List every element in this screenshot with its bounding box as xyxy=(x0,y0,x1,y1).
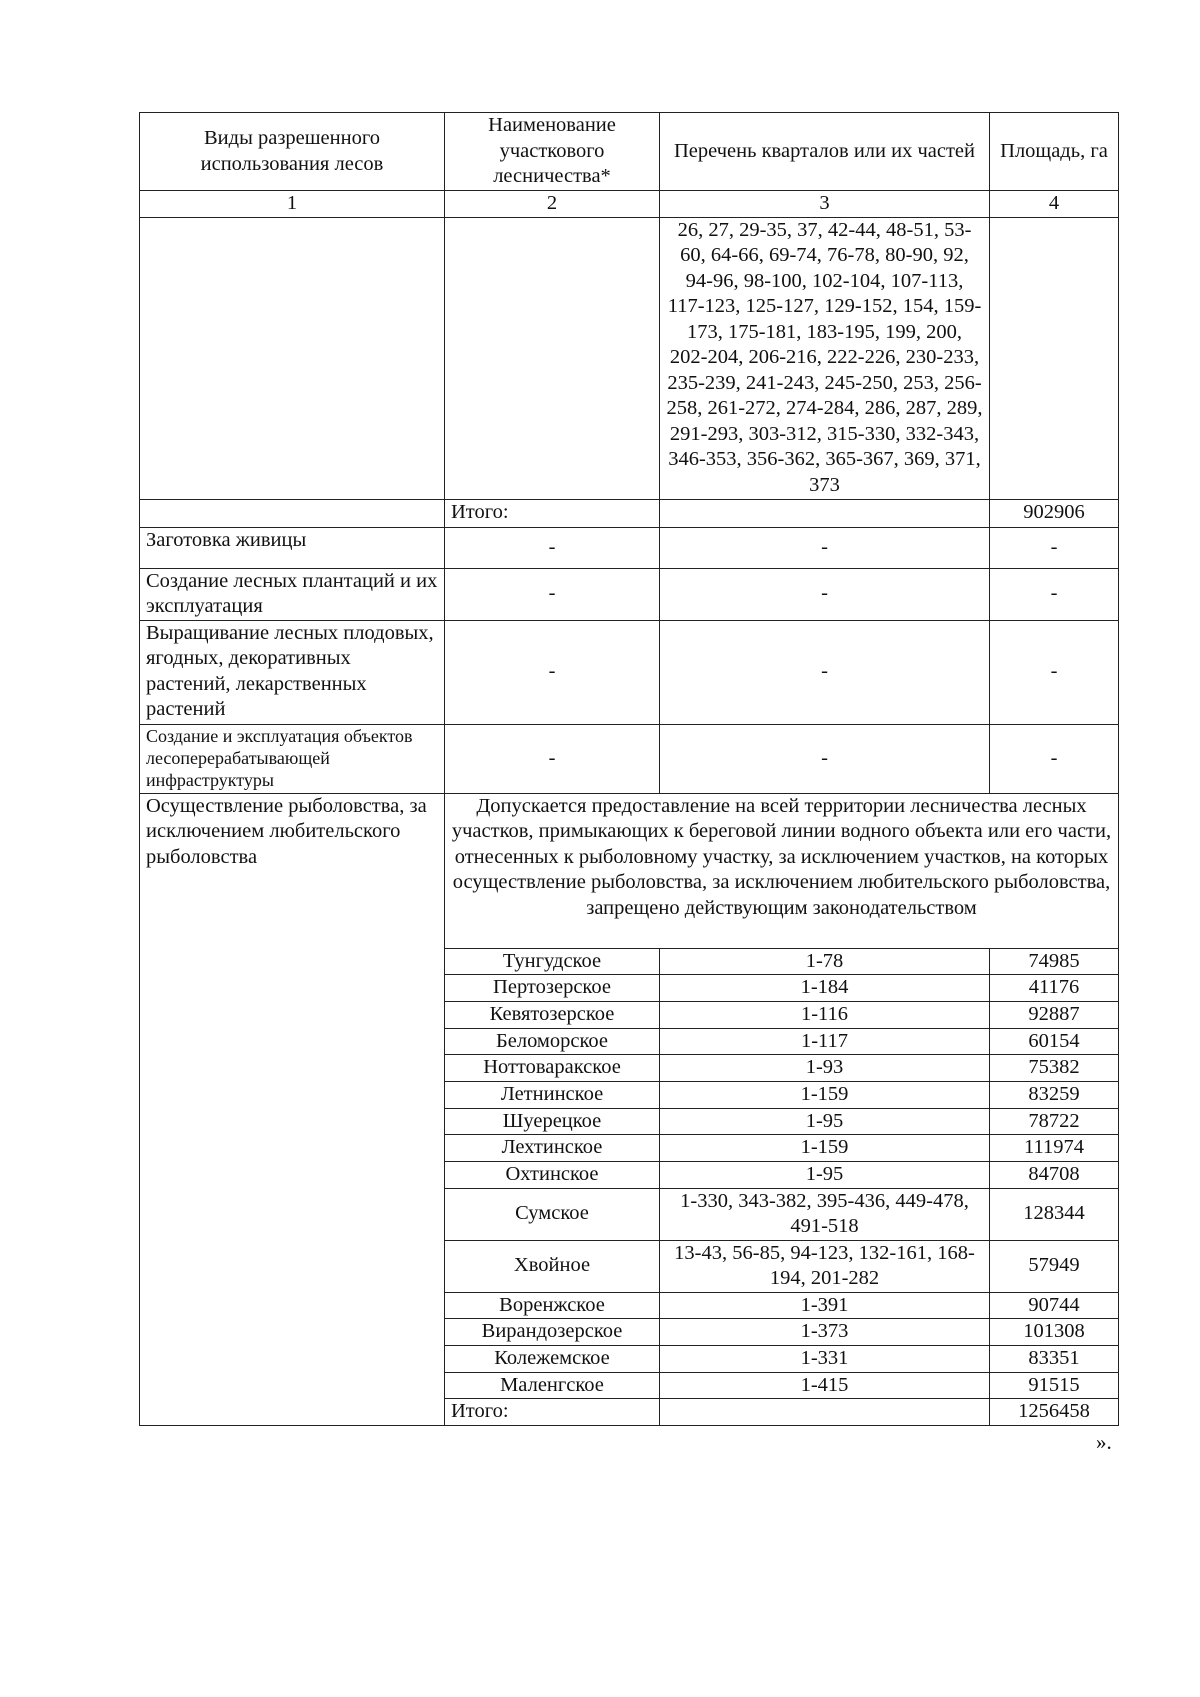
use-type-name: Создание лесных плантаций и их эксплуатация xyxy=(140,568,445,620)
column-number-row xyxy=(140,191,1119,218)
use-type-name: Осуществление рыболовства, за исключением любительского рыболовства xyxy=(140,793,445,1425)
empty-cell xyxy=(445,217,660,499)
forestry-name: Тунгудское xyxy=(445,948,660,975)
forestry-name: Летнинское xyxy=(445,1081,660,1108)
quarters-cell: 1-116 xyxy=(660,1001,990,1028)
area-cell: 57949 xyxy=(990,1240,1119,1292)
col-number: 3 xyxy=(660,191,990,218)
area-cell: 41176 xyxy=(990,975,1119,1002)
area-cell: 92887 xyxy=(990,1001,1119,1028)
area-cell: 90744 xyxy=(990,1292,1119,1319)
area-cell: - xyxy=(990,620,1119,724)
header-forestry: Наименование участкового лесничества* xyxy=(445,113,660,191)
quarters-cell: 1-415 xyxy=(660,1372,990,1399)
quarters-cell: 1-184 xyxy=(660,975,990,1002)
quarters-cell: 1-95 xyxy=(660,1162,990,1189)
col-number: 2 xyxy=(445,191,660,218)
area-cell: 75382 xyxy=(990,1055,1119,1082)
quarters-cell: - xyxy=(660,527,990,568)
col-number: 1 xyxy=(140,191,445,218)
quarters-cell: 1-331 xyxy=(660,1346,990,1373)
area-cell: 60154 xyxy=(990,1028,1119,1055)
empty-cell xyxy=(140,217,445,499)
use-type-name: Выращивание лесных плодовых, ягодных, декоративных растений, лекарственных растений xyxy=(140,620,445,724)
total-label: Итого: xyxy=(445,1399,660,1426)
forestry-name: Маленгское xyxy=(445,1372,660,1399)
quarters-cell: 1-117 xyxy=(660,1028,990,1055)
empty-cell xyxy=(660,499,990,527)
forestry-name: Лехтинское xyxy=(445,1135,660,1162)
total-row xyxy=(140,499,1119,527)
fishing-note-row xyxy=(140,793,1119,948)
forestry-cell: - xyxy=(445,568,660,620)
header-quarters: Перечень кварталов или их частей xyxy=(660,113,990,191)
empty-cell xyxy=(990,217,1119,499)
quarters-cell: - xyxy=(660,724,990,793)
use-row xyxy=(140,724,1119,793)
header-use-type: Виды разрешенного использования лесов xyxy=(140,113,445,191)
forestry-name: Шуерецкое xyxy=(445,1108,660,1135)
forestry-cell: - xyxy=(445,527,660,568)
quarters-cell: 1-93 xyxy=(660,1055,990,1082)
forestry-cell: - xyxy=(445,724,660,793)
forestry-name: Колежемское xyxy=(445,1346,660,1373)
forestry-name: Пертозерское xyxy=(445,975,660,1002)
area-cell: - xyxy=(990,527,1119,568)
forestry-name: Кевятозерское xyxy=(445,1001,660,1028)
quarters-cell: 1-95 xyxy=(660,1108,990,1135)
area-cell: 84708 xyxy=(990,1162,1119,1189)
use-type-name: Создание и эксплуатация объектов лесоперерабатывающей инфраструктуры xyxy=(140,724,445,793)
closing-quote: ». xyxy=(1096,1430,1112,1454)
header-area: Площадь, га xyxy=(990,113,1119,191)
area-cell: 128344 xyxy=(990,1188,1119,1240)
use-row xyxy=(140,568,1119,620)
fishing-note: Допускается предоставление на всей территории лесничества лесных участков, примыкающих к береговой линии водного объекта или его части, отнесенных к рыболовному участку, за исключением участков, на которых осуществление рыболовства, за исключением любительского рыболовства, запрещено действующим законодательством xyxy=(445,793,1119,948)
forestry-name: Воренжское xyxy=(445,1292,660,1319)
forestry-cell: - xyxy=(445,620,660,724)
quarters-cell: 1-391 xyxy=(660,1292,990,1319)
area-cell: 78722 xyxy=(990,1108,1119,1135)
quarters-list: 26, 27, 29-35, 37, 42-44, 48-51, 53-60, 64-66, 69-74, 76-78, 80-90, 92, 94-96, 98-100, 102-104, 107-113, 117-123, 125-127, 129-152, 154, 159-173, 175-181, 183-195, 199, 200, 202-204, 206-216, 222-226, 230-233, 235-239, 241-243, 245-250, 253, 256-258, 261-272, 274-284, 286, 287, 289, 291-293, 303-312, 315-330, 332-343, 346-353, 356-362, 365-367, 369, 371, 373 xyxy=(660,217,990,499)
forestry-name: Ноттоваракское xyxy=(445,1055,660,1082)
forestry-name: Хвойное xyxy=(445,1240,660,1292)
total-value: 902906 xyxy=(990,499,1119,527)
use-row xyxy=(140,620,1119,724)
empty-cell xyxy=(660,1399,990,1426)
use-type-name: Заготовка живицы xyxy=(140,527,445,568)
forestry-name: Сумское xyxy=(445,1188,660,1240)
total-label: Итого: xyxy=(445,499,660,527)
forest-use-table xyxy=(139,112,1119,1426)
area-cell: - xyxy=(990,724,1119,793)
use-row xyxy=(140,527,1119,568)
forestry-name: Беломорское xyxy=(445,1028,660,1055)
area-cell: 83259 xyxy=(990,1081,1119,1108)
quarters-cell: - xyxy=(660,568,990,620)
total-value: 1256458 xyxy=(990,1399,1119,1426)
empty-cell xyxy=(140,499,445,527)
quarters-cell: - xyxy=(660,620,990,724)
area-cell: - xyxy=(990,568,1119,620)
area-cell: 91515 xyxy=(990,1372,1119,1399)
area-cell: 111974 xyxy=(990,1135,1119,1162)
quarters-cell: 1-330, 343-382, 395-436, 449-478, 491-518 xyxy=(660,1188,990,1240)
header-row xyxy=(140,113,1119,191)
quarters-cell: 1-159 xyxy=(660,1135,990,1162)
quarters-cell: 1-373 xyxy=(660,1319,990,1346)
area-cell: 101308 xyxy=(990,1319,1119,1346)
quarters-cell: 1-78 xyxy=(660,948,990,975)
col-number: 4 xyxy=(990,191,1119,218)
area-cell: 83351 xyxy=(990,1346,1119,1373)
quarters-cell: 13-43, 56-85, 94-123, 132-161, 168-194, 201-282 xyxy=(660,1240,990,1292)
forestry-name: Охтинское xyxy=(445,1162,660,1189)
forestry-name: Вирандозерское xyxy=(445,1319,660,1346)
quarters-cell: 1-159 xyxy=(660,1081,990,1108)
continuation-row xyxy=(140,217,1119,499)
area-cell: 74985 xyxy=(990,948,1119,975)
